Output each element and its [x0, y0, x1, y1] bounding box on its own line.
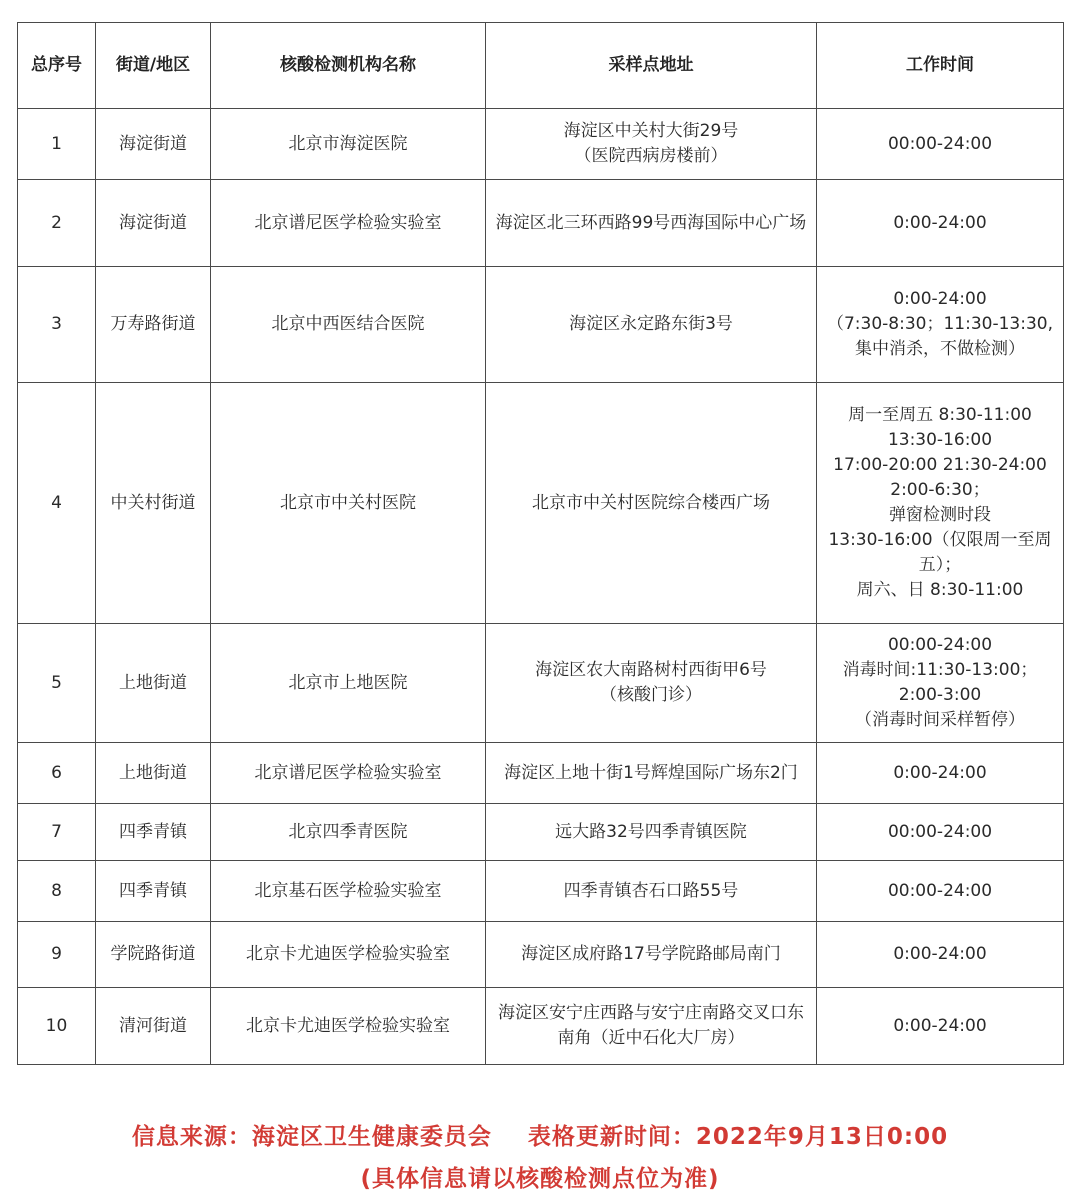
cell-hours: [817, 180, 1064, 267]
cell-hours-line: （消毒时间采样暂停）: [855, 710, 1025, 730]
cell-hours-line: 周六、日 8:30-11:00: [856, 580, 1024, 600]
cell-institution: 北京市上地医院: [211, 624, 486, 743]
table-row: [18, 804, 1064, 861]
cell-address: [486, 743, 817, 804]
cell-hours: [817, 624, 1064, 743]
cell-hours-line: 消毒时间:11:30-13:00；: [842, 660, 1038, 680]
header-serial-number: 总序号: [18, 23, 96, 109]
table-row: [18, 624, 1064, 743]
footer-updated: 表格更新时间：2022年9月13日0:00: [527, 1124, 949, 1150]
cell-hours-line: 0:00-24:00: [893, 762, 987, 783]
cell-address-line: 四季青镇杏石口路55号: [563, 880, 739, 901]
cell-address: [486, 180, 817, 267]
cell-hours-line: 2:00-3:00: [898, 685, 982, 705]
cell-serial-number: 5: [18, 624, 96, 743]
cell-hours-line: 周一至周五 8:30-11:00: [848, 405, 1032, 425]
cell-institution: 北京市中关村医院: [211, 383, 486, 624]
cell-street: 万寿路街道: [96, 267, 211, 383]
table-row: [18, 180, 1064, 267]
cell-address: [486, 861, 817, 922]
cell-hours: [817, 383, 1064, 624]
table-row: [18, 988, 1064, 1065]
header-hours: 工作时间: [817, 23, 1064, 109]
cell-street: 海淀街道: [96, 109, 211, 180]
cell-hours: [817, 861, 1064, 922]
cell-address: [486, 988, 817, 1065]
cell-street: 学院路街道: [96, 922, 211, 988]
cell-serial-number: 6: [18, 743, 96, 804]
cell-institution: 北京谱尼医学检验实验室: [211, 180, 486, 267]
cell-serial-number: 9: [18, 922, 96, 988]
cell-address: [486, 267, 817, 383]
cell-institution: 北京四季青医院: [211, 804, 486, 861]
cell-street: 上地街道: [96, 743, 211, 804]
cell-serial-number: 7: [18, 804, 96, 861]
cell-street: 海淀街道: [96, 180, 211, 267]
cell-hours-line: 00:00-24:00: [887, 133, 993, 154]
cell-serial-number: 3: [18, 267, 96, 383]
cell-street: 上地街道: [96, 624, 211, 743]
cell-address: [486, 922, 817, 988]
cell-address-line: 海淀区农大南路树村西街甲6号: [535, 660, 767, 680]
cell-institution: 北京谱尼医学检验实验室: [211, 743, 486, 804]
table-row: [18, 861, 1064, 922]
table-body: [18, 109, 1064, 1065]
cell-hours: [817, 109, 1064, 180]
cell-hours: [817, 922, 1064, 988]
cell-address: [486, 383, 817, 624]
cell-institution: 北京市海淀医院: [211, 109, 486, 180]
footer-source: 信息来源：海淀区卫生健康委员会: [131, 1124, 492, 1150]
cell-hours-line: 00:00-24:00: [887, 821, 993, 842]
cell-institution: 北京中西医结合医院: [211, 267, 486, 383]
cell-address-line: 海淀区北三环西路99号西海国际中心广场: [495, 212, 807, 233]
cell-serial-number: 8: [18, 861, 96, 922]
table-header-row: [18, 23, 1064, 109]
header-street: 街道/地区: [96, 23, 211, 109]
cell-street: 四季青镇: [96, 861, 211, 922]
cell-hours-line: 17:00-20:00 21:30-24:00: [833, 455, 1047, 475]
footer-source-line: [0, 1118, 1080, 1151]
cell-address-line: （医院西病房楼前）: [574, 146, 728, 166]
cell-hours: [817, 743, 1064, 804]
cell-address: [486, 109, 817, 180]
cell-hours-line: 0:00-24:00: [893, 212, 987, 233]
header-address: 采样点地址: [486, 23, 817, 109]
cell-hours: [817, 804, 1064, 861]
table-row: [18, 743, 1064, 804]
cell-hours-line: 13:30-16:00（仅限周一至周: [828, 530, 1052, 550]
cell-hours-line: 五）；: [918, 555, 962, 575]
cell-address-line: 远大路32号四季青镇医院: [555, 821, 747, 842]
cell-serial-number: 1: [18, 109, 96, 180]
cell-hours-line: 弹窗检测时段: [889, 505, 991, 525]
cell-institution: 北京卡尤迪医学检验实验室: [211, 988, 486, 1065]
cell-serial-number: 2: [18, 180, 96, 267]
table-row: [18, 109, 1064, 180]
cell-address-line: 海淀区上地十街1号辉煌国际广场东2门: [504, 762, 798, 783]
cell-serial-number: 10: [18, 988, 96, 1065]
cell-address-line: 海淀区成府路17号学院路邮局南门: [521, 944, 781, 964]
cell-address-line: 海淀区中关村大街29号: [563, 121, 739, 141]
cell-address-line: 南角（近中石化大厂房）: [557, 1028, 745, 1048]
cell-hours-line: （7:30-8:30；11:30-13:30,: [826, 314, 1053, 334]
cell-hours: [817, 267, 1064, 383]
cell-hours-line: 00:00-24:00: [887, 880, 993, 901]
testing-sites-table: [17, 22, 1064, 1065]
cell-street: 四季青镇: [96, 804, 211, 861]
testing-sites-table-wrapper: [17, 22, 1063, 1065]
footer-note: (具体信息请以核酸检测点位为准): [360, 1166, 720, 1192]
cell-hours-line: 0:00-24:00: [893, 1015, 987, 1036]
cell-institution: 北京卡尤迪医学检验实验室: [211, 922, 486, 988]
cell-serial-number: 4: [18, 383, 96, 624]
cell-address-line: 海淀区安宁庄西路与安宁庄南路交叉口东: [498, 1003, 804, 1023]
cell-hours-line: 13:30-16:00: [887, 430, 993, 450]
cell-hours: [817, 988, 1064, 1065]
cell-hours-line: 集中消杀，不做检测）: [855, 339, 1025, 359]
cell-address-line: 北京市中关村医院综合楼西广场: [532, 492, 770, 513]
cell-hours-line: 2:00-6:30；: [890, 480, 990, 500]
table-row: [18, 383, 1064, 624]
cell-address-line: 海淀区永定路东街3号: [569, 314, 733, 334]
cell-hours-line: 0:00-24:00: [893, 944, 987, 964]
header-institution: 核酸检测机构名称: [211, 23, 486, 109]
cell-address-line: （核酸门诊）: [600, 685, 702, 705]
cell-hours-line: 00:00-24:00: [887, 635, 993, 655]
cell-institution: 北京基石医学检验实验室: [211, 861, 486, 922]
cell-address: [486, 804, 817, 861]
table-row: [18, 267, 1064, 383]
cell-street: 中关村街道: [96, 383, 211, 624]
table-row: [18, 922, 1064, 988]
cell-street: 清河街道: [96, 988, 211, 1065]
cell-hours-line: 0:00-24:00: [893, 289, 987, 309]
cell-address: [486, 624, 817, 743]
